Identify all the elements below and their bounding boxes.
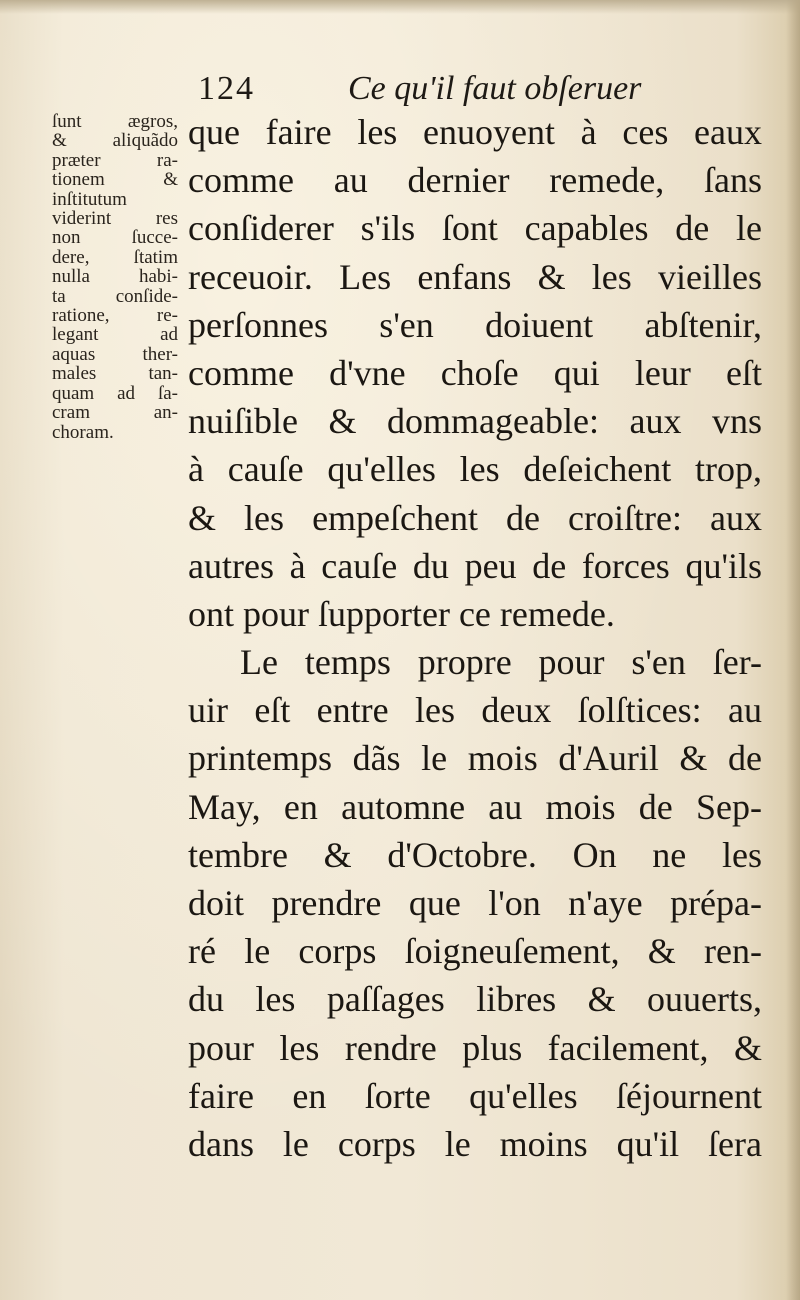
text-line: May, en automne au mois de Sep- <box>188 786 762 827</box>
margin-note-line: ſunt ægros, <box>52 111 178 132</box>
margin-note-line: tionem & <box>52 169 178 191</box>
text-line: tembre & d'Octobre. On ne les <box>188 834 762 875</box>
margin-note-line: cram an- <box>52 402 178 424</box>
margin-note-line: quam ad ſa- <box>52 382 178 404</box>
text-line: comme au dernier remede, ſans <box>188 160 762 201</box>
margin-note-line: ratione, re- <box>52 305 178 327</box>
text-line: à cauſe qu'elles les deſeichent trop, <box>188 449 762 490</box>
margin-note-line: choram. <box>52 421 114 443</box>
margin-note-line: males tan- <box>52 363 178 385</box>
page-edge-shadow <box>786 0 800 1300</box>
text-line: nuiſible & dommageable: aux vns <box>188 401 762 442</box>
margin-note-line: non ſucce- <box>52 227 178 249</box>
running-title: Ce qu'il faut obſeruer <box>348 70 642 107</box>
margin-note-line: aquas ther- <box>52 343 178 365</box>
text-line: pour les rendre plus facilement, & <box>188 1027 762 1068</box>
text-line: Le temps propre pour s'en ſer- <box>240 642 762 683</box>
text-line: receuoir. Les enfans & les vieilles <box>188 256 762 297</box>
margin-note-line: præter ra- <box>52 149 178 171</box>
text-line: dans le corps le moins qu'il ſera <box>188 1123 762 1164</box>
text-line: doit prendre que l'on n'aye prépa- <box>188 883 762 923</box>
margin-note-line: legant ad <box>52 324 178 346</box>
text-line: & les empeſchent de croiſtre: aux <box>188 497 762 538</box>
body-text <box>188 108 762 1168</box>
text-line: du les paſſages libres & ouuerts, <box>188 979 762 1020</box>
text-line: perſonnes s'en doiuent abſtenir, <box>188 304 762 345</box>
margin-note-line: & aliquãdo <box>52 130 178 152</box>
margin-note-line: dere, ſtatim <box>52 246 178 268</box>
text-line: ré le corps ſoigneuſement, & ren- <box>188 931 762 972</box>
margin-note-line: nulla habi- <box>52 266 178 288</box>
text-line: que faire les enuoyent à ces eaux <box>188 112 762 152</box>
margin-note-line: viderint res <box>52 208 178 230</box>
margin-note-line: ta conſide- <box>52 285 178 307</box>
page-top-shadow <box>0 0 800 14</box>
margin-note-line: inſtitutum <box>52 188 127 210</box>
text-line: autres à cauſe du peu de forces qu'ils <box>188 545 762 586</box>
text-line: printemps dãs le mois d'Auril & de <box>188 738 762 779</box>
text-line: comme d'vne choſe qui leur eſt <box>188 352 762 393</box>
text-line: uir eſt entre les deux ſolſtices: au <box>188 690 762 731</box>
margin-note <box>52 112 182 442</box>
text-line: conſiderer s'ils ſont capables de le <box>188 208 762 249</box>
text-line: ont pour ſupporter ce remede. <box>188 593 615 634</box>
page-number: 124 <box>198 70 255 107</box>
text-line: faire en ſorte qu'elles ſéjournent <box>188 1075 762 1116</box>
